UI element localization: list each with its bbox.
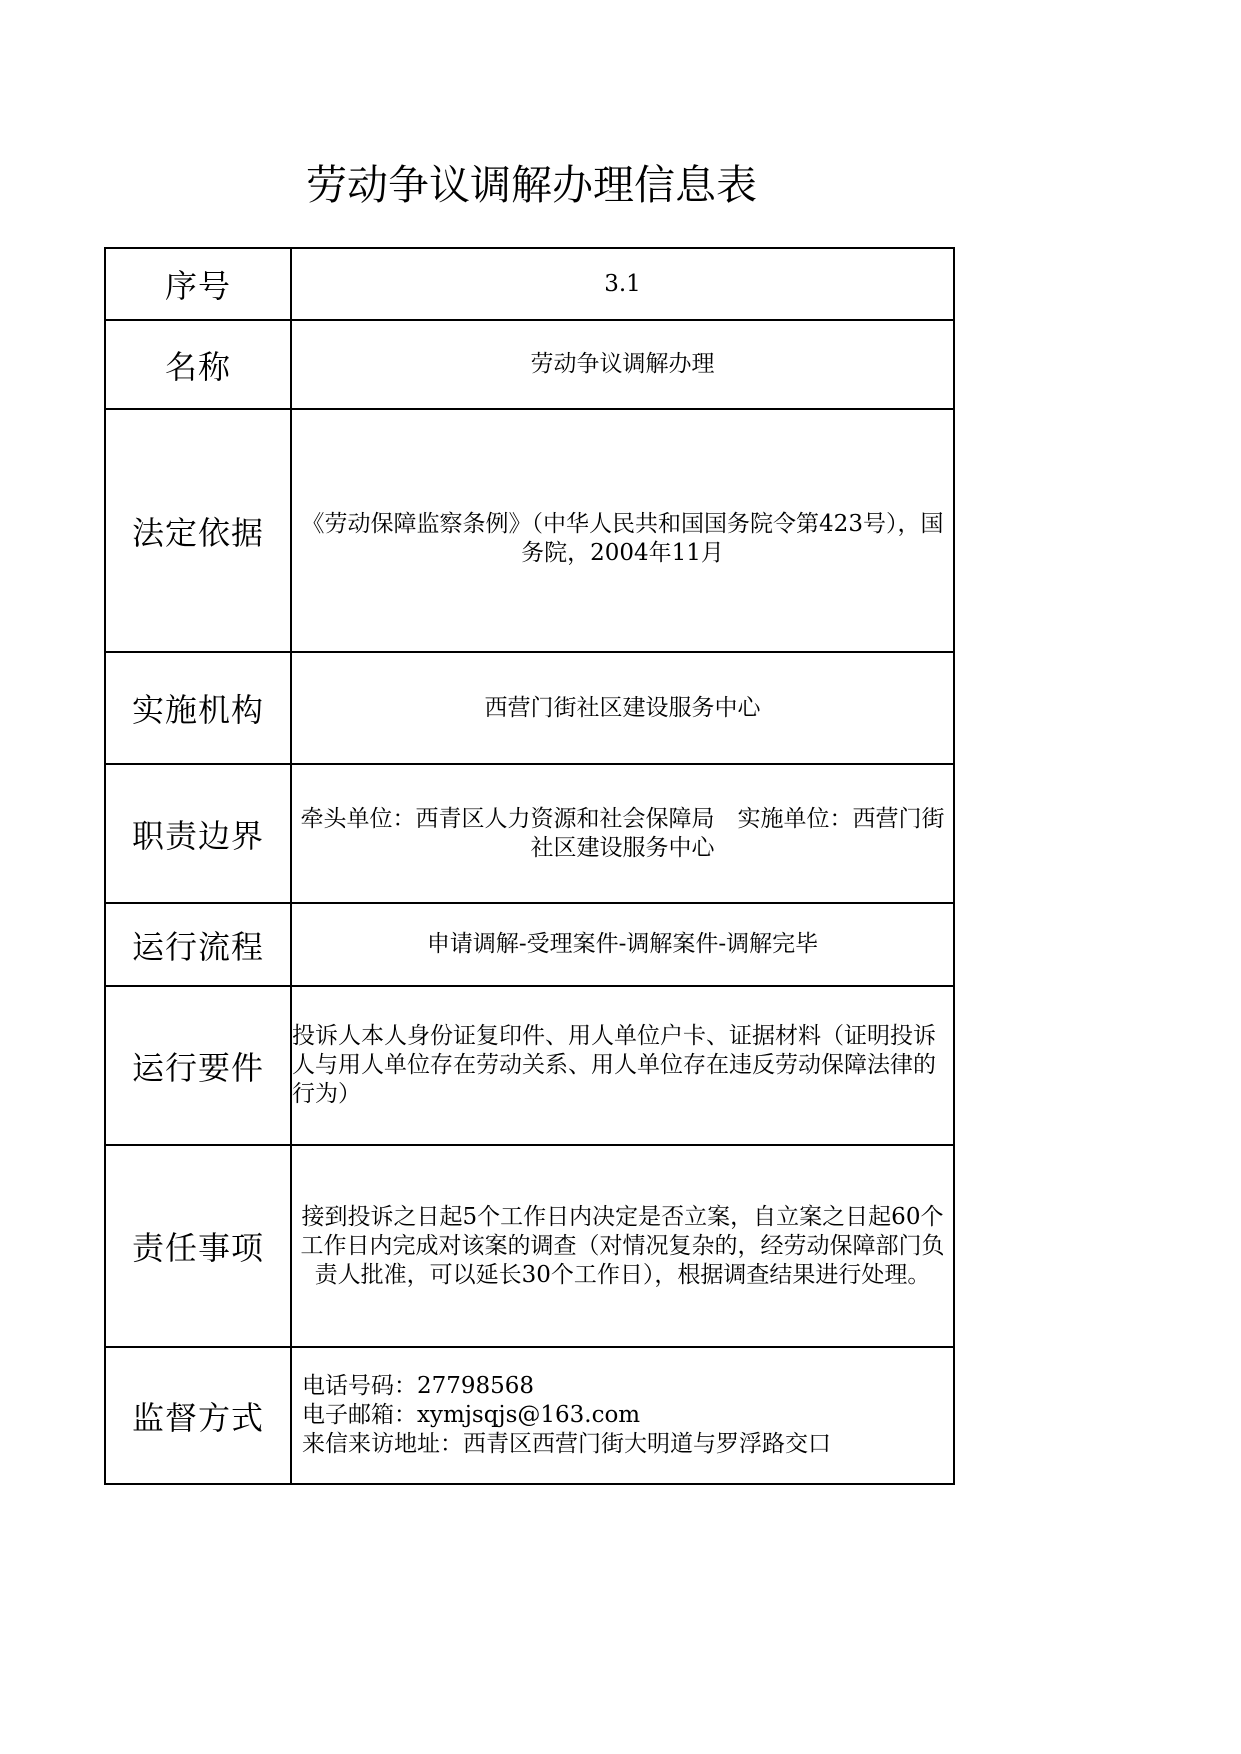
legal-basis-text: 《劳动保障监察条例》（中华人民共和国国务院令第423号），国务院，2004年11月 xyxy=(301,511,944,566)
table-row xyxy=(105,320,954,409)
table-row xyxy=(105,764,954,903)
table-row xyxy=(105,652,954,764)
row-label: 责任事项 xyxy=(105,1145,291,1347)
table-row xyxy=(105,1347,954,1484)
row-value: 申请调解-受理案件-调解案件-调解完毕 xyxy=(291,903,954,986)
row-label: 实施机构 xyxy=(105,652,291,764)
table-row xyxy=(105,248,954,320)
row-label: 法定依据 xyxy=(105,409,291,652)
row-value: 投诉人本人身份证复印件、用人单位户卡、证据材料（证明投诉人与用人单位存在劳动关系、用人单位存在违反劳动保障法律的行为） xyxy=(291,986,954,1145)
mailing-address: 来信来访地址：西青区西营门街大明道与罗浮路交口 xyxy=(302,1431,831,1457)
info-table xyxy=(104,247,955,1485)
email-address: 电子邮箱：xymjsqjs@163.com xyxy=(302,1402,641,1428)
row-label: 序号 xyxy=(105,248,291,320)
row-value: 3.1 xyxy=(291,248,954,320)
row-value: 牵头单位：西青区人力资源和社会保障局 实施单位：西营门街社区建设服务中心 xyxy=(291,764,954,903)
phone-number: 电话号码：27798568 xyxy=(302,1373,535,1399)
row-label: 职责边界 xyxy=(105,764,291,903)
document-title: 劳动争议调解办理信息表 xyxy=(306,161,757,209)
row-value: 接到投诉之日起5个工作日内决定是否立案，自立案之日起60个工作日内完成对该案的调查（对情况复杂的，经劳动保障部门负责人批准，可以延长30个工作日），根据调查结果进行处理。 xyxy=(291,1145,954,1347)
row-value xyxy=(291,409,954,652)
table-row xyxy=(105,1145,954,1347)
table-row xyxy=(105,986,954,1145)
row-value: 西营门街社区建设服务中心 xyxy=(291,652,954,764)
row-label: 名称 xyxy=(105,320,291,409)
row-label: 运行要件 xyxy=(105,986,291,1145)
row-value xyxy=(291,1347,954,1484)
row-label: 监督方式 xyxy=(105,1347,291,1484)
row-value: 劳动争议调解办理 xyxy=(291,320,954,409)
table-row xyxy=(105,903,954,986)
row-label: 运行流程 xyxy=(105,903,291,986)
table-row xyxy=(105,409,954,652)
